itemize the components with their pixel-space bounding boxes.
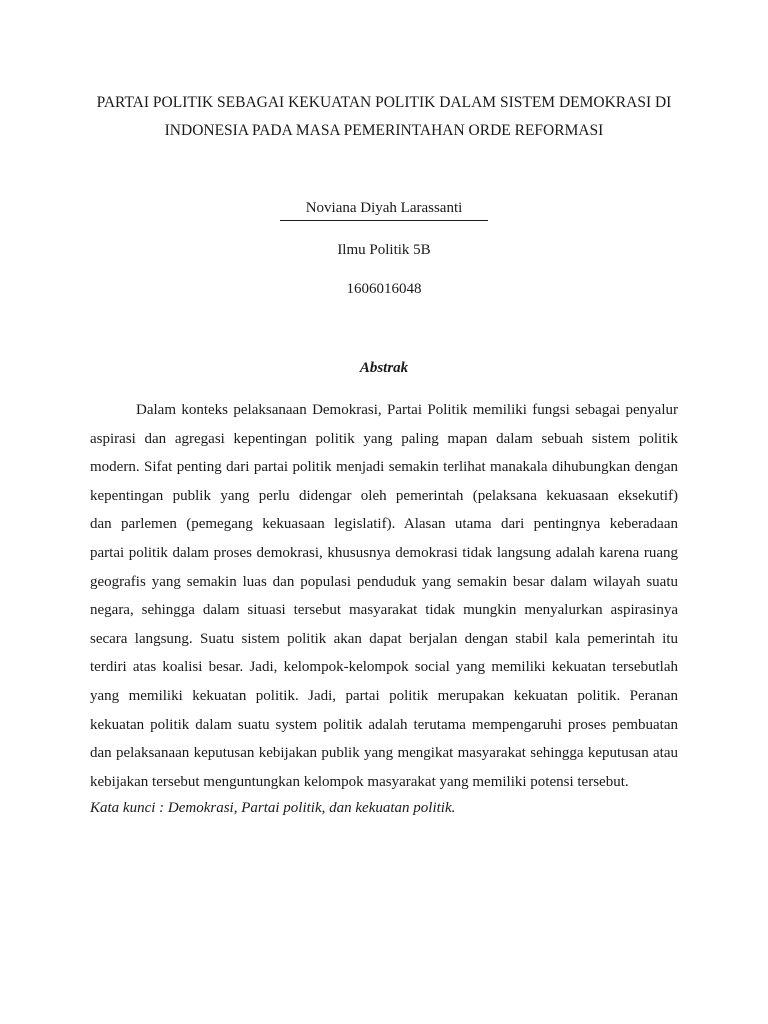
abstract-line: kepentingan publik yang perlu didengar oleh pemerintah (pelaksana kekuasaan eksekutif) [90,487,678,504]
author-block [0,197,768,221]
keywords: Kata kunci : Demokrasi, Partai politik, dan kekuatan politik. [90,800,456,816]
paper-title-line-1: PARTAI POLITIK SEBAGAI KEKUATAN POLITIK DALAM SISTEM DEMOKRASI DI [96,94,672,111]
author-underline [280,220,488,221]
author-class: Ilmu Politik 5B [337,242,431,258]
paper-title-line-2: INDONESIA PADA MASA PEMERINTAHAN ORDE REFORMASI [164,122,604,139]
abstract-line: kekuatan politik dalam suatu system politik adalah terutama mempengaruhi proses pembuatan [90,716,678,733]
abstract-line: modern. Sifat penting dari partai politik menjadi semakin terlihat manakala dihubungkan dengan [90,459,678,476]
abstract-line: dan pelaksanaan keputusan kebijakan publik yang mengikat masyarakat sehingga keputusan atau [90,745,678,762]
abstract-line: negara, sehingga dalam situasi tersebut masyarakat tidak mungkin menyalurkan aspirasinya [90,602,678,619]
abstract-heading: Abstrak [359,360,409,376]
abstract-line: dan parlemen (pemegang kekuasaan legislatif). Alasan utama dari pentingnya keberadaan [90,516,678,533]
abstract-line: Dalam konteks pelaksanaan Demokrasi, Partai Politik memiliki fungsi sebagai penyalur [136,402,678,418]
abstract-line: yang memiliki kekuatan politik. Jadi, partai politik merupakan kekuatan politik. Peranan [90,687,678,704]
abstract-line: terdiri atas koalisi besar. Jadi, kelompok-kelompok social yang memiliki kekuatan tersebutlah [90,659,678,676]
abstract-line: aspirasi dan agregasi kepentingan politik yang paling mapan dalam sebuah sistem politik [90,430,678,447]
abstract-line: partai politik dalam proses demokrasi, khususnya demokrasi tidak langsung adalah karena ruang [90,544,678,561]
abstract-line: geografis yang semakin luas dan populasi penduduk yang semakin besar dalam wilayah suatu [90,573,678,590]
author-name: Noviana Diyah Larassanti [305,200,463,216]
author-student-id: 1606016048 [346,281,422,297]
abstract-body [90,396,678,796]
paper-title [60,89,708,145]
abstract-line: kebijakan tersebut menguntungkan kelompok masyarakat yang memiliki potensi tersebut. [90,773,629,790]
abstract-line: secara langsung. Suatu sistem politik akan dapat berjalan dengan stabil kala pemerintah itu [90,630,678,647]
